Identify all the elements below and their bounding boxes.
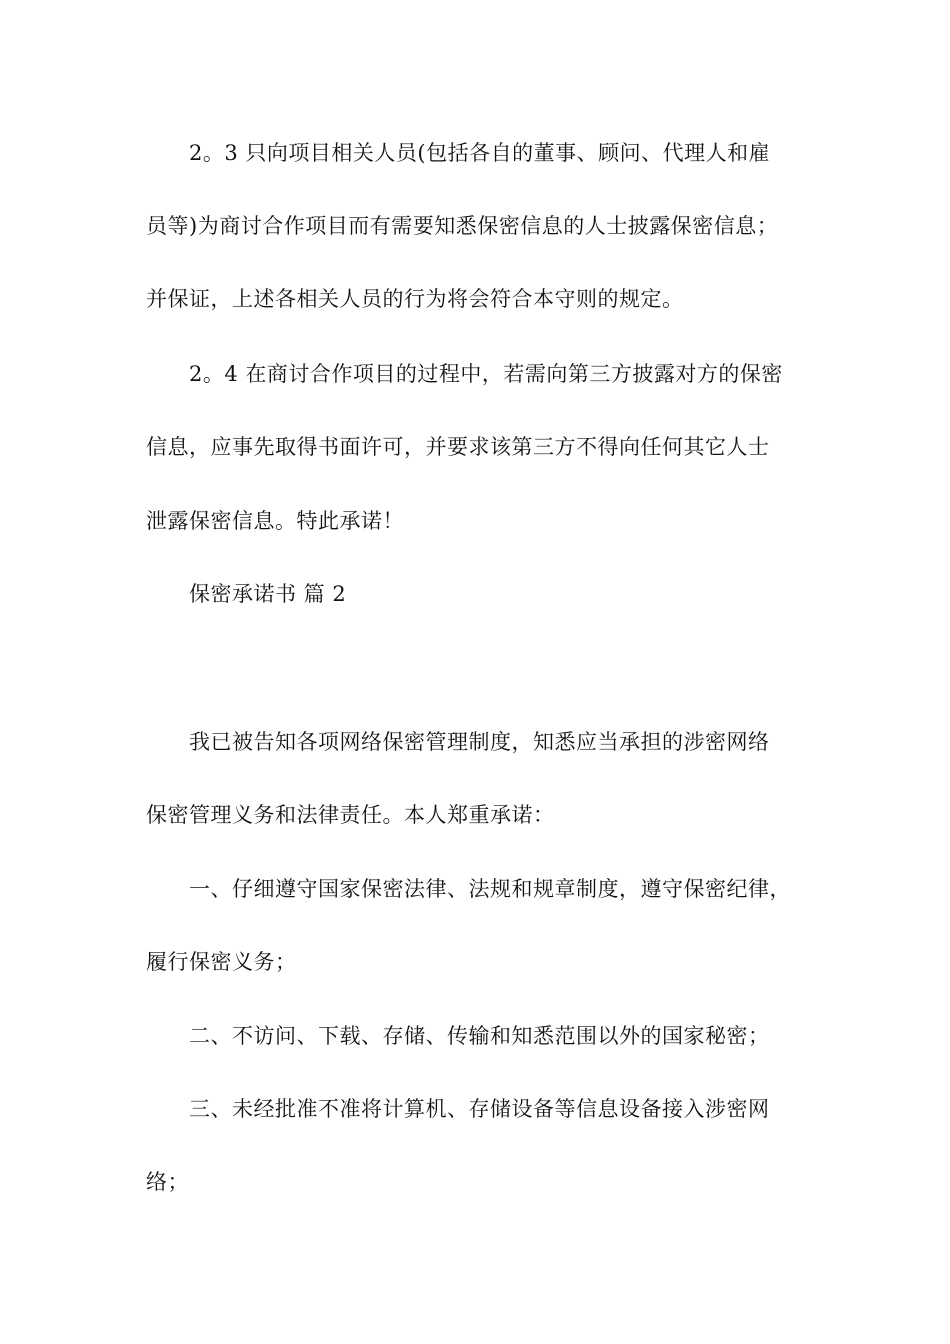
paragraph-2-3-line-1: 2。3 只向项目相关人员(包括各自的董事、顾问、代理人和雇: [189, 141, 771, 165]
paragraph-2-3-line-2: 员等)为商讨合作项目而有需要知悉保密信息的人士披露保密信息；: [146, 214, 779, 238]
intro-line-1: 我已被告知各项网络保密管理制度，知悉应当承担的涉密网络: [189, 730, 770, 754]
section-heading: 保密承诺书 篇 2: [189, 582, 347, 606]
item-1-line-2: 履行保密义务；: [146, 950, 297, 974]
item-3-line-1: 三、未经批准不准将计算机、存储设备等信息设备接入涉密网: [189, 1097, 770, 1121]
paragraph-2-4-line-2: 信息，应事先取得书面许可，并要求该第三方不得向任何其它人士: [146, 435, 770, 459]
paragraph-2-4-line-3: 泄露保密信息。特此承诺！: [146, 509, 404, 533]
item-1-line-1: 一、仔细遵守国家保密法律、法规和规章制度，遵守保密纪律，: [189, 877, 791, 901]
paragraph-2-4-line-1: 2。4 在商讨合作项目的过程中，若需向第三方披露对方的保密: [189, 362, 783, 386]
paragraph-2-3-line-3: 并保证，上述各相关人员的行为将会符合本守则的规定。: [146, 287, 684, 311]
intro-line-2: 保密管理义务和法律责任。本人郑重承诺：: [146, 803, 555, 827]
item-3-line-2: 络；: [146, 1170, 189, 1194]
item-2-line-1: 二、不访问、下载、存储、传输和知悉范围以外的国家秘密；: [189, 1024, 770, 1048]
